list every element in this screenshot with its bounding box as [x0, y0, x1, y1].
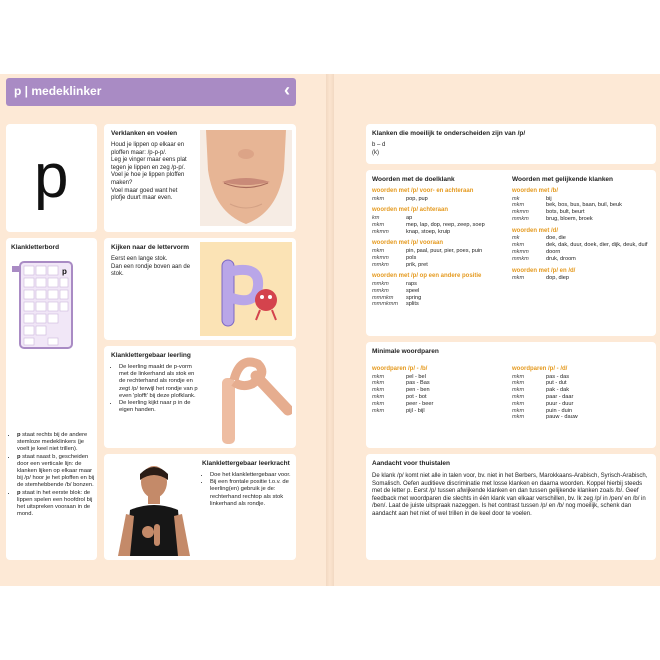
minimaal-title: Minimale woordparen	[372, 348, 439, 355]
list-item: • Bij een frontale positie t.o.v. de leerling(en) gebruik je de: rechterhand rechtop als stok linkerhand als rondje.	[210, 479, 292, 508]
list-item: • p staat rechts bij de andere stemloze medeklinkers (je voelt je keel niet trillen).	[17, 432, 95, 454]
group-heading: woorden met /d/	[512, 227, 559, 234]
woorden-card	[366, 170, 656, 336]
list-item: • p staat naast b, gescheiden door een verticale lijn: de klanken lijken op elkaar maar bij /p/ hoor je het ploffen en bij de stemhebbende /b/ bonzen.	[17, 454, 95, 490]
word-row: mkm paar - daar	[512, 393, 574, 400]
lettervorm-card	[104, 238, 296, 340]
woorden-left-title: Woorden met de doelklank	[372, 176, 455, 183]
group-heading: woorden met /p/ achteraan	[372, 207, 449, 214]
group-heading: woordparen /p/ - /d/	[512, 366, 568, 372]
word-row: km ap	[372, 214, 413, 221]
leerkracht-card	[104, 454, 296, 560]
word-row: mkm pijl - bijl	[372, 407, 425, 414]
klankletterbord-diagram	[10, 260, 74, 350]
section-header	[6, 78, 296, 106]
word-row: mk doe, die	[512, 235, 566, 242]
leerling-title: Klanklettergebaar leerling	[111, 352, 191, 359]
word-row: mmkm prik, pret	[372, 261, 428, 268]
thuistalen-card	[366, 454, 656, 560]
list-item: • De leerling kijkt naar p in de eigen handen.	[119, 400, 199, 414]
woorden-left	[372, 176, 508, 308]
book-spread	[0, 74, 660, 586]
lettervorm-text: Eerst een lange stok. Dan een rondje boven aan de stok.	[111, 256, 191, 278]
moeilijk-card	[366, 124, 656, 164]
moeilijk-line-1: b – d	[372, 142, 386, 148]
verklanken-title: Verklanken en voelen	[111, 130, 178, 137]
word-row: mkm pop, pup	[372, 195, 428, 202]
word-row: mkm pot - bot	[372, 393, 427, 400]
woorden-right-title: Woorden met gelijkende klanken	[512, 176, 614, 183]
word-row: mkm pak - dak	[512, 387, 570, 394]
word-row: mkm pel - bel	[372, 373, 426, 380]
mouth-photo	[200, 130, 292, 226]
lettervorm-title: Kijken naar de lettervorm	[111, 244, 190, 251]
thuistalen-text: De klank /p/ komt niet alle in talen voor, bv. niet in het Berbers, Marokkaans-Arabisch, Syrisch-Arabisch, Somalisch. Oefen auditieve discriminatie met losse klanken en daarna woorden. Koppel hierbij steeds met de letter p. Eerst /p/ tussen afwijkende klanken en dan tussen gelijkende klanken zoals /b/. Geef feedback met woordparen die slechts in één klank van elkaar verschillen, bv. Ik zeg /p/ in /pen/ en /b/ in /ben/. Laat de juiste uitspraak nazeggen. Is het contrast tussen /p/ en /b/ nog moeilijk, schenk dan aandacht aan het niet of wel trillen in de keel door te voelen.	[372, 473, 648, 517]
woorden-right	[512, 176, 652, 282]
group-heading: woorden met /b/	[512, 188, 559, 194]
hands-gesture-photo	[202, 350, 292, 444]
board-highlight-letter: p	[62, 267, 67, 276]
big-letter: p	[34, 142, 69, 211]
word-row: mk bij	[512, 195, 552, 202]
teacher-gesture-photo	[108, 458, 200, 556]
moeilijk-line-2: (k)	[372, 149, 379, 156]
list-item: • p staat in het eerste blok: de lippen spelen een hoofdrol bij het uitspreken vooraan in de mond.	[17, 490, 95, 519]
minimaal-right	[512, 366, 642, 421]
group-heading: woordparen /p/ - /b/	[372, 366, 428, 372]
word-row: mkm puur - duur	[512, 400, 574, 407]
word-row: mkm dop, diep	[512, 275, 570, 282]
klankletterbord-list	[9, 432, 95, 518]
letter-p-illustration	[200, 242, 292, 336]
group-heading: woorden met /p/ en /d/	[512, 267, 576, 274]
word-row: mmkm raps	[372, 280, 417, 287]
list-item: • Doe het klanklettergebaar voor.	[210, 472, 292, 479]
word-row: mkmm knap, stoep, kruip	[372, 228, 451, 235]
word-row: mkm pauw - dauw	[512, 414, 578, 421]
word-row: mkmm bots, bult, beurt	[512, 209, 585, 216]
group-heading: woorden met /p/ vooraan	[372, 240, 444, 247]
group-heading: woorden met /p/ op een andere positie	[372, 273, 482, 280]
leerkracht-title: Klanklettergebaar leerkracht	[202, 460, 290, 467]
klankletterbord-card	[6, 238, 97, 560]
thuistalen-title: Aandacht voor thuistalen	[372, 460, 451, 467]
word-row: mkm puin - duin	[512, 407, 573, 414]
group-heading: woorden met /p/ voor- en achteraan	[372, 188, 474, 194]
minimaal-left	[372, 366, 502, 414]
page-gutter	[326, 74, 334, 586]
minimaal-card	[366, 342, 656, 448]
word-row: mkmm pols	[372, 254, 417, 261]
word-row: mmmkm spring	[372, 294, 422, 301]
word-row: mmkm brug, bloem, broek	[512, 215, 593, 222]
verklanken-text: Houd je lippen op elkaar en ploffen maar: /p-p-p/. Leg je vinger maar eens plat tegen je lippen en zeg /p-p/. Voel je hoe je lippen ploffen maken? Voel maar goed want het plofje duurt maar even.	[111, 142, 187, 202]
word-row: mmmkmm splits	[372, 301, 419, 308]
word-row: mkm pas - das	[512, 373, 570, 380]
list-item: • De leerling maakt de p-vorm met de linkerhand als stok en de rechterhand als rondje en zegt /p/ terwijl het rondje van p even 'plofft' bij deze plofklank.	[119, 364, 199, 400]
word-row: mkm put - dut	[512, 380, 567, 387]
word-row: mkm pen - ben	[372, 387, 430, 394]
word-row: mkmm doorn	[512, 248, 561, 255]
word-row: mmkm speel	[372, 287, 420, 294]
back-chevron-icon[interactable]: ‹	[284, 80, 290, 100]
word-row: mmkm druk, droom	[512, 255, 576, 262]
word-row: mkm pin, paal, puur, pier, poes, puin	[372, 247, 483, 254]
word-row: mkm peer - beer	[372, 400, 434, 407]
letter-card	[6, 124, 97, 232]
moeilijk-title: Klanken die moeilijk te onderscheiden zijn van /p/	[372, 130, 526, 137]
leerling-card	[104, 346, 296, 448]
word-row: mkm mep, lap, dop, reep, zeep, soep	[372, 221, 485, 228]
section-title: p | medeklinker	[14, 84, 102, 98]
word-row: mkm dek, dak, duur, doek, dier, dijk, deuk, duif	[512, 242, 648, 249]
klankletterbord-title: Klankletterbord	[11, 244, 60, 251]
word-row: mkm pas - Bas	[372, 380, 430, 387]
word-row: mkm bek, bos, bus, baan, buil, beuk	[512, 202, 622, 209]
verklanken-card	[104, 124, 296, 232]
